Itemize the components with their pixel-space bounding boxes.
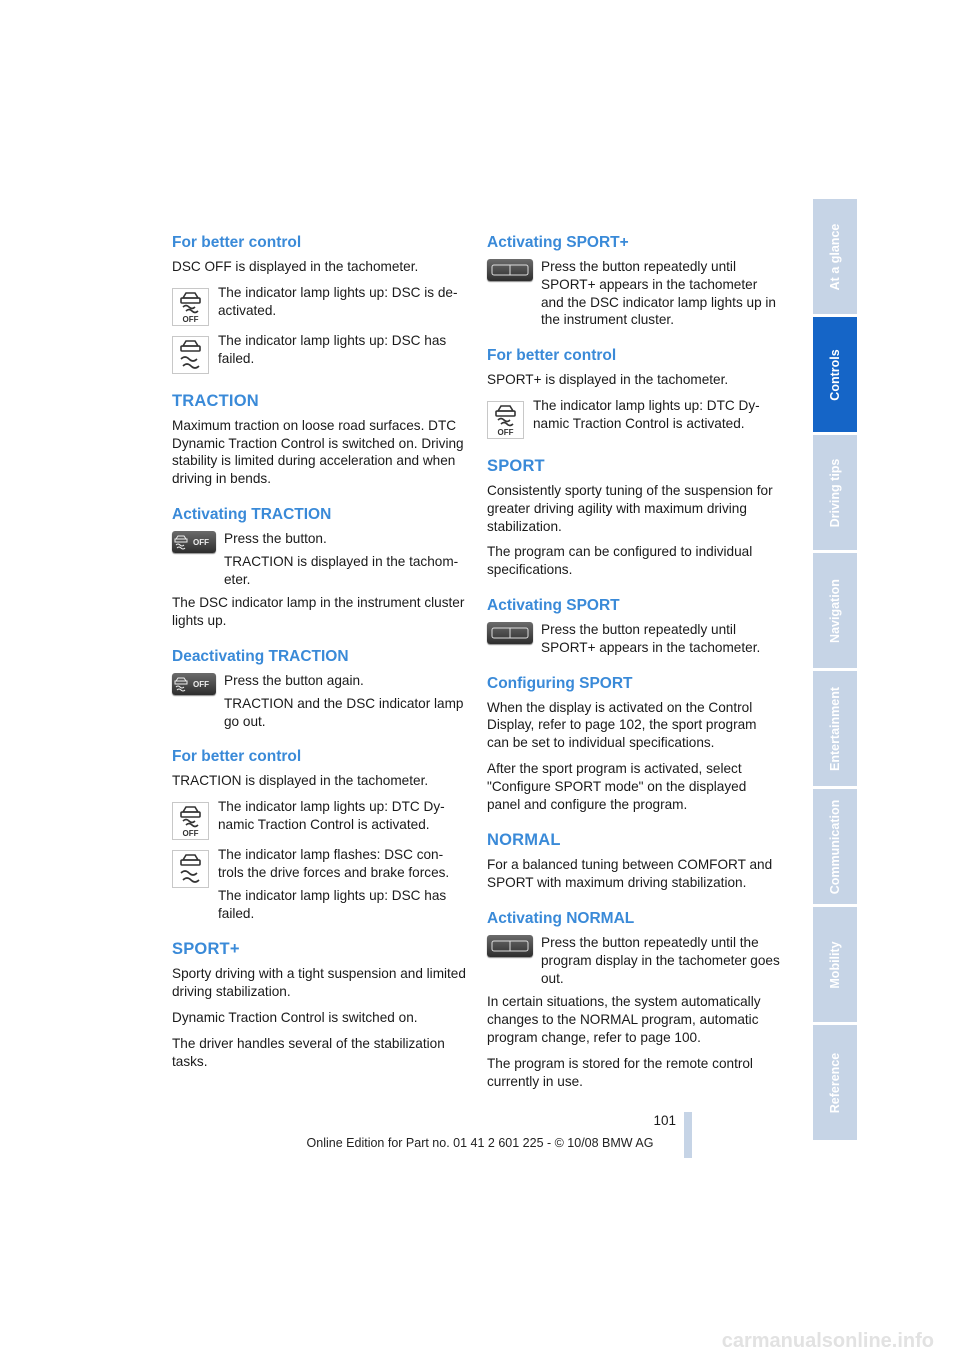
tab-controls[interactable] bbox=[813, 317, 857, 432]
tab-at-a-glance[interactable] bbox=[813, 199, 857, 314]
dsc-indicator-icon bbox=[172, 336, 209, 374]
tab-label: Reference bbox=[828, 1052, 842, 1113]
button-instruction: Press the button repeatedly until the program display in the tachometer goes out. bbox=[541, 934, 780, 986]
page-number: 101 bbox=[653, 1113, 676, 1128]
button-instruction: Press the button repeatedly until SPORT+ appears in the tachometer. bbox=[541, 621, 761, 655]
dsc-off-indicator-icon bbox=[172, 288, 209, 326]
heading-traction: TRACTION bbox=[172, 391, 259, 410]
paragraph: After the sport program is activated, select "Configure SPORT mode" on the displayed panel and configure the program. bbox=[487, 760, 747, 812]
dsc-indicator-icon bbox=[172, 850, 209, 888]
indicator-item bbox=[172, 846, 466, 922]
dsc-button-icon bbox=[172, 531, 216, 553]
indicator-item bbox=[172, 284, 466, 326]
svg-text:OFF: OFF bbox=[182, 829, 199, 839]
heading-configuring-sport: Configuring SPORT bbox=[487, 674, 633, 692]
button-instruction: Press the button again. bbox=[224, 672, 364, 688]
heading-sport: SPORT bbox=[487, 456, 545, 475]
indicator-item bbox=[172, 332, 466, 374]
paragraph: When the display is activated on the Control Display, refer to page 102, the sport program can be set to individual specifications. bbox=[487, 699, 757, 751]
svg-text:OFF: OFF bbox=[193, 537, 209, 547]
svg-text:OFF: OFF bbox=[497, 427, 514, 437]
tab-label: Communication bbox=[828, 799, 842, 894]
paragraph: DSC OFF is displayed in the tachometer. bbox=[172, 259, 419, 274]
tab-label: Driving tips bbox=[828, 458, 842, 527]
paragraph: The program can be configured to individual specifications. bbox=[487, 544, 753, 578]
button-instruction: Press the button. bbox=[224, 530, 327, 546]
dsc-off-indicator-icon bbox=[172, 802, 209, 840]
paragraph: The DSC indicator lamp in the instrument cluster lights up. bbox=[172, 595, 465, 629]
button-instruction: TRACTION is displayed in the tachom-eter. bbox=[224, 553, 459, 587]
tab-mobility[interactable] bbox=[813, 907, 857, 1022]
paragraph: Sporty driving with a tight suspension and limited driving stabilization. bbox=[172, 966, 466, 1000]
tab-driving-tips[interactable] bbox=[813, 435, 857, 550]
button-item bbox=[487, 621, 781, 657]
indicator-text: The indicator lamp lights up: DTC Dy-namic Traction Control is activated. bbox=[533, 397, 760, 431]
svg-text:OFF: OFF bbox=[193, 679, 209, 689]
tab-label: At a glance bbox=[828, 223, 842, 290]
paragraph: SPORT+ is displayed in the tachometer. bbox=[487, 372, 729, 388]
button-instruction: TRACTION and the DSC indicator lamp go out. bbox=[224, 695, 464, 729]
heading-sportplus: SPORT+ bbox=[172, 940, 240, 959]
heading-deactivating-traction: Deactivating TRACTION bbox=[172, 647, 349, 665]
tab-navigation[interactable] bbox=[813, 553, 857, 668]
section-tabs bbox=[813, 199, 857, 1143]
button-item bbox=[172, 672, 466, 730]
tab-label: Entertainment bbox=[828, 686, 842, 771]
dsc-button-icon bbox=[172, 673, 216, 695]
tab-communication[interactable] bbox=[813, 789, 857, 904]
indicator-text: The indicator lamp lights up: DSC is de-activated. bbox=[218, 284, 458, 318]
indicator-text: The indicator lamp flashes: DSC con-trols the drive forces and brake forces. bbox=[218, 847, 450, 880]
heading-activating-traction: Activating TRACTION bbox=[172, 505, 332, 523]
indicator-text: The indicator lamp lights up: DTC Dy-namic Traction Control is activated. bbox=[218, 799, 445, 832]
heading-normal: NORMAL bbox=[487, 831, 561, 850]
button-item bbox=[487, 934, 781, 987]
paragraph: Dynamic Traction Control is switched on. bbox=[172, 1009, 418, 1025]
driving-dynamics-button-icon bbox=[487, 622, 533, 644]
driving-dynamics-button-icon bbox=[487, 935, 533, 957]
heading-activating-sportplus: Activating SPORT+ bbox=[487, 234, 629, 251]
tab-label: Controls bbox=[828, 348, 842, 401]
right-column bbox=[487, 234, 781, 1098]
paragraph: TRACTION is displayed in the tachometer. bbox=[172, 773, 429, 789]
tab-label: Mobility bbox=[828, 940, 842, 989]
tab-reference[interactable] bbox=[813, 1025, 857, 1140]
paragraph: For a balanced tuning between COMFORT and SPORT with maximum driving stabilization. bbox=[487, 857, 773, 891]
dsc-off-indicator-icon bbox=[487, 401, 524, 439]
paragraph: The program is stored for the remote control currently in use. bbox=[487, 1055, 753, 1089]
button-item bbox=[172, 530, 466, 588]
svg-text:OFF: OFF bbox=[182, 314, 199, 324]
heading-better-control: For better control bbox=[487, 347, 617, 365]
watermark: carmanualsonline.info bbox=[721, 1330, 934, 1352]
heading-activating-sport: Activating SPORT bbox=[487, 596, 620, 614]
driving-dynamics-button-icon bbox=[487, 259, 533, 281]
paragraph: The driver handles several of the stabilization tasks. bbox=[172, 1035, 445, 1069]
page-number-bar bbox=[684, 1112, 692, 1158]
paragraph: Consistently sporty tuning of the suspension for greater driving agility with maximum driving stabilization. bbox=[487, 482, 773, 534]
button-item bbox=[487, 258, 781, 329]
paragraph: Maximum traction on loose road surfaces. DTC Dynamic Traction Control is switched on. Driving stability is limited during acceleration and when driving in bends. bbox=[172, 417, 464, 487]
indicator-text: The indicator lamp lights up: DSC has failed. bbox=[218, 332, 447, 366]
heading-activating-normal: Activating NORMAL bbox=[487, 909, 635, 927]
heading-better-control: For better control bbox=[172, 748, 302, 766]
footer: Online Edition for Part no. 01 41 2 601 225 - © 10/08 BMW AG bbox=[306, 1136, 654, 1150]
paragraph: In certain situations, the system automatically changes to the NORMAL program, automatic program change, refer to page 100. bbox=[487, 994, 761, 1045]
indicator-item bbox=[172, 798, 466, 840]
indicator-item bbox=[487, 397, 781, 439]
button-instruction: Press the button repeatedly until SPORT+ appears in the tachometer and the DSC indicator lamp lights up in the instrument cluster. bbox=[541, 259, 776, 328]
tab-label: Navigation bbox=[828, 578, 842, 643]
indicator-text: The indicator lamp lights up: DSC has failed. bbox=[218, 887, 447, 921]
left-column bbox=[172, 234, 466, 1078]
heading-better-control: For better control bbox=[172, 234, 302, 251]
tab-entertainment[interactable] bbox=[813, 671, 857, 786]
